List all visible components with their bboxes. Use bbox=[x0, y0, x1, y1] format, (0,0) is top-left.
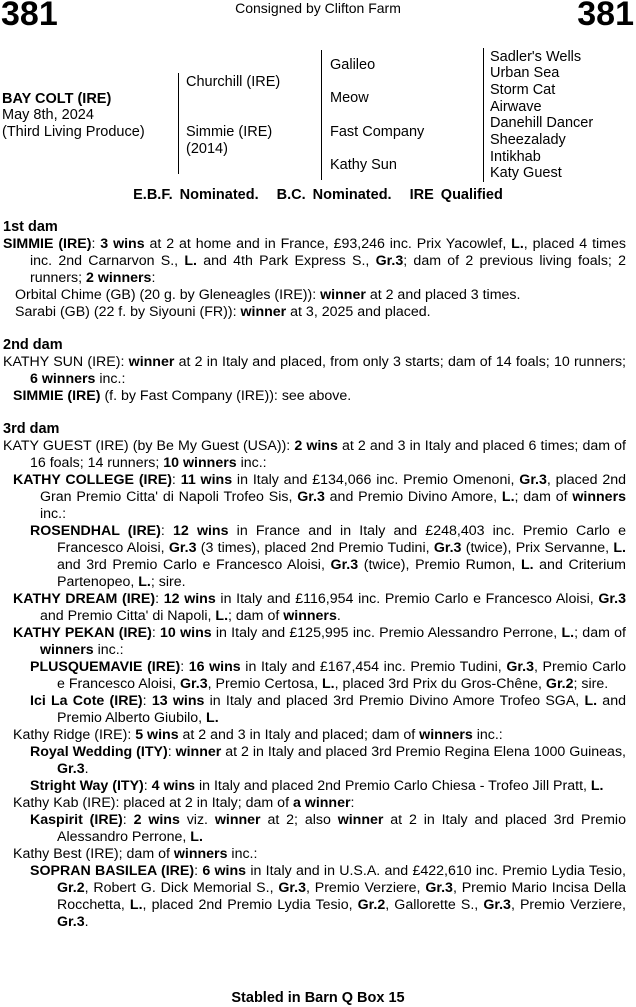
pedigree-dam-dam: Kathy Sun bbox=[330, 157, 397, 173]
pedigree-dam: Simmie (IRE) bbox=[186, 124, 273, 140]
pedigree-sire: Churchill (IRE) bbox=[186, 74, 281, 90]
pedigree-dam-year: (2014) bbox=[186, 141, 228, 157]
subject-produce: (Third Living Produce) bbox=[2, 124, 145, 140]
produce-entry: SIMMIE (IRE) (f. by Fast Company (IRE)): see above. bbox=[13, 388, 352, 404]
produce-entry: KATHY PEKAN (IRE): 10 wins in Italy and £125,995 inc. Premio Alessandro Perrone, L.; dam of winners inc.: bbox=[13, 625, 626, 658]
subject-foaled: May 8th, 2024 bbox=[2, 107, 94, 123]
produce-entry: Stright Way (ITY): 4 wins in Italy and placed 2nd Premio Carlo Chiesa - Trofeo Jill Pratt, L. bbox=[30, 778, 604, 794]
pedigree-g3-8: Katy Guest bbox=[490, 165, 562, 181]
second-dam-entry: KATHY SUN (IRE): winner at 2 in Italy and placed, from only 3 starts; dam of 14 foals; 10 runners; 6 winners inc.: bbox=[3, 354, 626, 387]
pedigree-sire-dam: Meow bbox=[330, 90, 369, 106]
pedigree-g3-2: Urban Sea bbox=[490, 65, 560, 81]
produce-entry: SOPRAN BASILEA (IRE): 6 wins in Italy and in U.S.A. and £422,610 inc. Premio Lydia Tesio, Gr.2, Robert G. Dick Memorial S., Gr.3, Premio Verziere, Gr.3, Premio Mario Incisa Della Rocchetta, L., placed 2nd Premio Lydia Tesio, Gr.2, Gallorette S., Gr.3, Premio Verziere, Gr.3. bbox=[30, 863, 626, 930]
produce-entry: KATHY DREAM (IRE): 12 wins in Italy and £116,954 inc. Premio Carlo e Francesco Aloisi, Gr.3 and Premio Citta' di Napoli, L.; dam of winners. bbox=[13, 591, 626, 624]
produce-entry: Kathy Kab (IRE): placed at 2 in Italy; dam of a winner: bbox=[13, 795, 355, 811]
pedigree-bracket bbox=[483, 48, 484, 182]
subject-name: BAY COLT (IRE) bbox=[2, 91, 112, 107]
section-heading-third-dam: 3rd dam bbox=[3, 421, 60, 437]
nomination-ire: IRE Qualified bbox=[409, 187, 503, 203]
pedigree-g3-1: Sadler's Wells bbox=[490, 49, 582, 65]
produce-entry: PLUSQUEMAVIE (IRE): 16 wins in Italy and £167,454 inc. Premio Tudini, Gr.3, Premio Carlo e Francesco Aloisi, Gr.3, Premio Certosa, L., placed 3rd Prix du Gros-Chêne, Gr.2; sire. bbox=[30, 659, 626, 692]
section-heading-second-dam: 2nd dam bbox=[3, 337, 63, 353]
pedigree-dam-sire: Fast Company bbox=[330, 124, 425, 140]
produce-entry: Kathy Ridge (IRE): 5 wins at 2 and 3 in Italy and placed; dam of winners inc.: bbox=[13, 727, 503, 743]
lot-number-right: 381 bbox=[577, 0, 634, 33]
pedigree-g3-7: Intikhab bbox=[490, 149, 541, 165]
produce-entry: Sarabi (GB) (22 f. by Siyouni (FR)): winner at 3, 2025 and placed. bbox=[15, 304, 431, 320]
pedigree-g3-6: Sheezalady bbox=[490, 132, 566, 148]
dam-entry: SIMMIE (IRE): 3 wins at 2 at home and in France, £93,246 inc. Prix Yacowlef, L., placed 4 times inc. 2nd Carnarvon S., L. and 4th Park Express S., Gr.3; dam of 2 previous living foals; 2 runners; 2 winners: bbox=[3, 236, 627, 286]
pedigree-g3-4: Airwave bbox=[490, 99, 542, 115]
produce-entry: KATHY COLLEGE (IRE): 11 wins in Italy and £134,066 inc. Premio Omenoni, Gr.3, placed 2nd Gran Premio Citta' di Napoli Trofeo Sis, Gr.3 and Premio Divino Amore, L.; dam of winners inc.: bbox=[13, 472, 626, 522]
pedigree-chart bbox=[0, 44, 636, 184]
pedigree-bracket bbox=[178, 73, 179, 174]
catalogue-page bbox=[3, 219, 626, 931]
produce-entry: Ici La Cote (IRE): 13 wins in Italy and placed 3rd Premio Divino Amore Trofeo SGA, L. and Premio Alberto Giubilo, L. bbox=[30, 693, 626, 726]
lot-number-left: 381 bbox=[1, 0, 58, 33]
produce-entry: Kathy Best (IRE); dam of winners inc.: bbox=[13, 846, 258, 862]
produce-entry: ROSENDHAL (IRE): 12 wins in France and in Italy and £248,403 inc. Premio Carlo e Francesco Aloisi, Gr.3 (3 times), placed 2nd Premio Tudini, Gr.3 (twice), Prix Servanne, L. and 3rd Premio Carlo e Francesco Aloisi, Gr.3 (twice), Premio Rumon, L. and Criterium Partenopeo, L.; sire. bbox=[30, 523, 626, 590]
produce-entry: Royal Wedding (ITY): winner at 2 in Italy and placed 3rd Premio Regina Elena 1000 Guineas, Gr.3. bbox=[30, 744, 626, 777]
nomination-bc: B.C. Nominated. bbox=[276, 187, 392, 203]
nominations-line bbox=[0, 187, 636, 204]
nomination-ebf: E.B.F. Nominated. bbox=[133, 187, 259, 203]
third-dam-entry: KATY GUEST (IRE) (by Be My Guest (USA)): 2 wins at 2 and 3 in Italy and placed 6 times; dam of 16 foals; 14 runners; 10 winners inc.: bbox=[3, 438, 626, 471]
pedigree-g3-5: Danehill Dancer bbox=[490, 115, 594, 131]
stabling-info: Stabled in Barn Q Box 15 bbox=[231, 990, 405, 1006]
section-heading-first-dam: 1st dam bbox=[3, 219, 58, 235]
pedigree-bracket bbox=[321, 50, 322, 180]
pedigree-sire-sire: Galileo bbox=[330, 57, 376, 73]
produce-entry: Kaspirit (IRE): 2 wins viz. winner at 2; also winner at 2 in Italy and placed 3rd Premio Alessandro Perrone, L. bbox=[30, 812, 626, 845]
pedigree-g3-3: Storm Cat bbox=[490, 82, 556, 98]
consignor: Consigned by Clifton Farm bbox=[235, 0, 401, 16]
produce-entry: Orbital Chime (GB) (20 g. by Gleneagles (IRE)): winner at 2 and placed 3 times. bbox=[15, 287, 521, 303]
